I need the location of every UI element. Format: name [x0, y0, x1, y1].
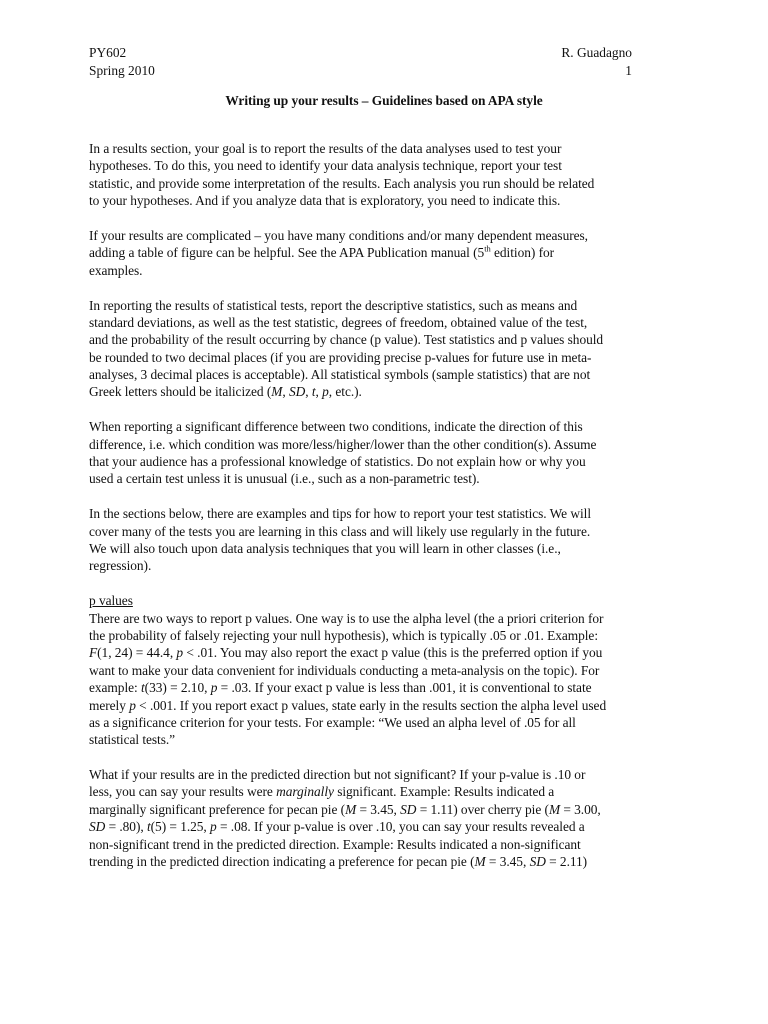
text-line: In reporting the results of statistical tests, report the descriptive statistics, such as means and: [89, 297, 578, 313]
page-header: [89, 44, 632, 80]
italic-emphasis: marginally: [276, 784, 334, 800]
text-run: trending in the predicted direction indicating a preference for pecan pie (: [89, 854, 475, 870]
text-line: When reporting a significant difference between two conditions, indicate the direction of this: [89, 419, 583, 435]
text-run: example:: [89, 680, 141, 696]
text-run: = .80),: [105, 819, 147, 835]
italic-symbol: SD: [529, 854, 546, 870]
text-line: There are two ways to report p values. One way is to use the alpha level (the a priori criterion for: [89, 610, 604, 626]
italic-symbol: t: [140, 680, 145, 696]
text-run: , etc.).: [328, 384, 362, 400]
italic-symbol: p: [210, 819, 217, 835]
text-line: regression).: [89, 558, 152, 574]
italic-symbol: F: [89, 645, 98, 661]
text-run: < .01. You may also report the exact p value (this is the preferred option if you: [183, 645, 603, 661]
italic-symbol: t: [146, 819, 151, 835]
document-title: Writing up your results – Guidelines based on APA style: [225, 93, 543, 108]
italic-symbol: p: [210, 680, 218, 696]
text-line: non-significant trend in the predicted direction. Example: Results indicated a non-significant: [89, 836, 581, 852]
text-line: [89, 383, 674, 400]
superscript: th: [484, 243, 491, 254]
section-heading-p-values: p values: [89, 593, 133, 609]
text-run: = .03. If your exact p value is less than .001, it is conventional to state: [217, 680, 592, 696]
text-run: merely: [89, 697, 130, 713]
text-line: [89, 783, 674, 800]
text-line: used a certain test unless it is unusual (i.e., such as a non-parametric test).: [89, 471, 480, 487]
text-line: [89, 244, 674, 261]
text-line: What if your results are in the predicted direction but not significant? If your p-value is .10 or: [89, 767, 586, 783]
author-name: R. Guadagno: [561, 45, 632, 60]
text-run: = 2.11): [545, 854, 588, 870]
text-run: ,: [282, 384, 289, 400]
italic-symbol: M: [345, 801, 357, 817]
text-line: that your audience has a professional knowledge of statistics. Do not explain how or why you: [89, 454, 586, 470]
text-run: edition) for: [490, 245, 555, 261]
text-line: the probability of falsely rejecting your null hypothesis), which is typically .05 or .01. Example:: [89, 627, 598, 643]
paragraph-p-values: [89, 592, 674, 749]
italic-symbol: p: [129, 697, 136, 713]
paragraph-complicated-results: [89, 227, 674, 279]
italic-symbol: SD: [288, 384, 306, 400]
paragraph-marginal-significance: [89, 766, 674, 870]
text-run: less, you can say your results were: [89, 784, 277, 800]
text-line: want to make your data convenient for individuals conducting a meta-analysis on the topic). For: [89, 662, 600, 678]
text-line: [89, 818, 674, 835]
italic-symbol: t: [311, 384, 316, 400]
text-run: adding a table of figure can be helpful. See the APA Publication manual (5: [89, 245, 485, 261]
text-run: = .08. If your p-value is over .10, you can say your results revealed a: [216, 819, 585, 835]
term: Spring 2010: [89, 63, 155, 78]
text-run: (1, 24) = 44.4,: [97, 645, 177, 661]
text-line: [89, 853, 674, 870]
text-line: cover many of the tests you are learning in this class and will likely use regularly in the future.: [89, 523, 591, 539]
text-line: standard deviations, as well as the test statistic, degrees of freedom, obtained value of the test,: [89, 314, 588, 330]
text-line: as a significance criterion for your tests. For example: “We used an alpha level of .05 for all: [89, 714, 576, 730]
italic-symbol: M: [474, 854, 486, 870]
italic-symbol: p: [176, 645, 184, 661]
paragraph-intro: [89, 140, 674, 210]
italic-symbol: p: [322, 384, 329, 400]
text-run: (5) = 1.25,: [150, 819, 211, 835]
text-line: In a results section, your goal is to report the results of the data analyses used to test your: [89, 141, 562, 156]
text-run: = 1.11) over cherry pie (: [416, 801, 549, 817]
text-line: In the sections below, there are examples and tips for how to report your test statistics. We will: [89, 506, 591, 522]
text-line: to your hypotheses. And if you analyze data that is exploratory, you need to indicate this.: [89, 193, 561, 209]
text-run: (33) = 2.10,: [144, 680, 211, 696]
italic-symbol: SD: [89, 819, 106, 835]
text-line: [89, 697, 674, 714]
page-number: 1: [625, 63, 632, 78]
italic-symbol: SD: [400, 801, 417, 817]
text-line: statistic, and provide some interpretation of the results. Each analysis you run should be related: [89, 175, 595, 191]
text-run: = 3.45,: [485, 854, 530, 870]
text-line: analyses, 3 decimal places is acceptable). All statistical symbols (sample statistics) that are not: [89, 367, 591, 383]
text-line: We will also touch upon data analysis techniques that you will learn in other classes (i.e.,: [89, 540, 561, 556]
text-run: < .001. If you report exact p values, state early in the results section the alpha level used: [135, 697, 607, 713]
text-line: hypotheses. To do this, you need to identify your data analysis technique, report your test: [89, 158, 562, 174]
text-run: marginally significant preference for pecan pie (: [89, 801, 346, 817]
text-line: [89, 644, 674, 661]
text-line: difference, i.e. which condition was more/less/higher/lower than the other condition(s). Assume: [89, 436, 597, 452]
document-body: [89, 140, 674, 888]
text-line: and the probability of the result occurring by chance (p value). Test statistics and p values should: [89, 332, 604, 348]
text-run: ,: [305, 384, 312, 400]
text-run: ,: [315, 384, 323, 400]
paragraph-sections-below: [89, 505, 674, 575]
text-run: = 3.45,: [356, 801, 401, 817]
course-code: PY602: [89, 45, 127, 60]
paragraph-reporting-tests: [89, 297, 674, 401]
text-line: examples.: [89, 262, 143, 278]
text-line: If your results are complicated – you have many conditions and/or many dependent measures,: [89, 227, 588, 243]
text-run: = 3.00,: [560, 801, 601, 817]
text-line: [89, 801, 674, 818]
text-line: be rounded to two decimal places (if you are providing precise p-values for future use in meta-: [89, 349, 592, 365]
italic-symbol: M: [271, 384, 283, 400]
text-run: Greek letters should be italicized (: [89, 384, 272, 400]
paragraph-significant-difference: [89, 418, 674, 488]
text-line: [89, 679, 674, 696]
text-run: significant. Example: Results indicated a: [333, 784, 555, 800]
text-line: statistical tests.”: [89, 732, 176, 748]
italic-symbol: M: [548, 801, 561, 817]
